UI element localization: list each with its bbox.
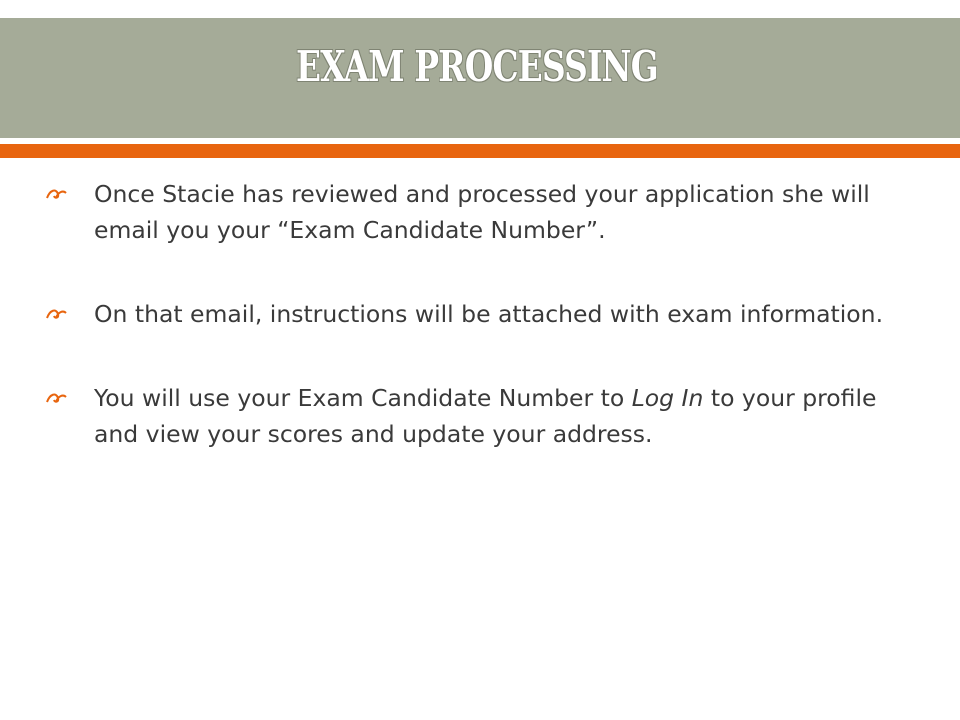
bullet-text-2: On that email, instructions will be attached with exam information. [94, 300, 884, 328]
bullet-text-3-login: Log In [631, 384, 704, 412]
leaf-flourish-bullet-icon [44, 388, 68, 408]
bullet-item-3 [44, 380, 924, 452]
slide-title: EXAM PROCESSING [296, 42, 658, 91]
bullet-text-3-before: You will use your Exam Candidate Number to [94, 384, 632, 412]
bullet-list [44, 176, 924, 500]
bullet-item-2 [44, 296, 924, 332]
bullet-text-1: Once Stacie has reviewed and processed your application she will email you your “Exam Candidate Number”. [94, 180, 870, 244]
accent-divider [0, 144, 960, 158]
bullet-item-1 [44, 176, 924, 248]
leaf-flourish-bullet-icon [44, 184, 68, 204]
bullet-text-3-after: to your profile and view your scores and update your address. [94, 384, 877, 448]
leaf-flourish-bullet-icon [44, 304, 68, 324]
